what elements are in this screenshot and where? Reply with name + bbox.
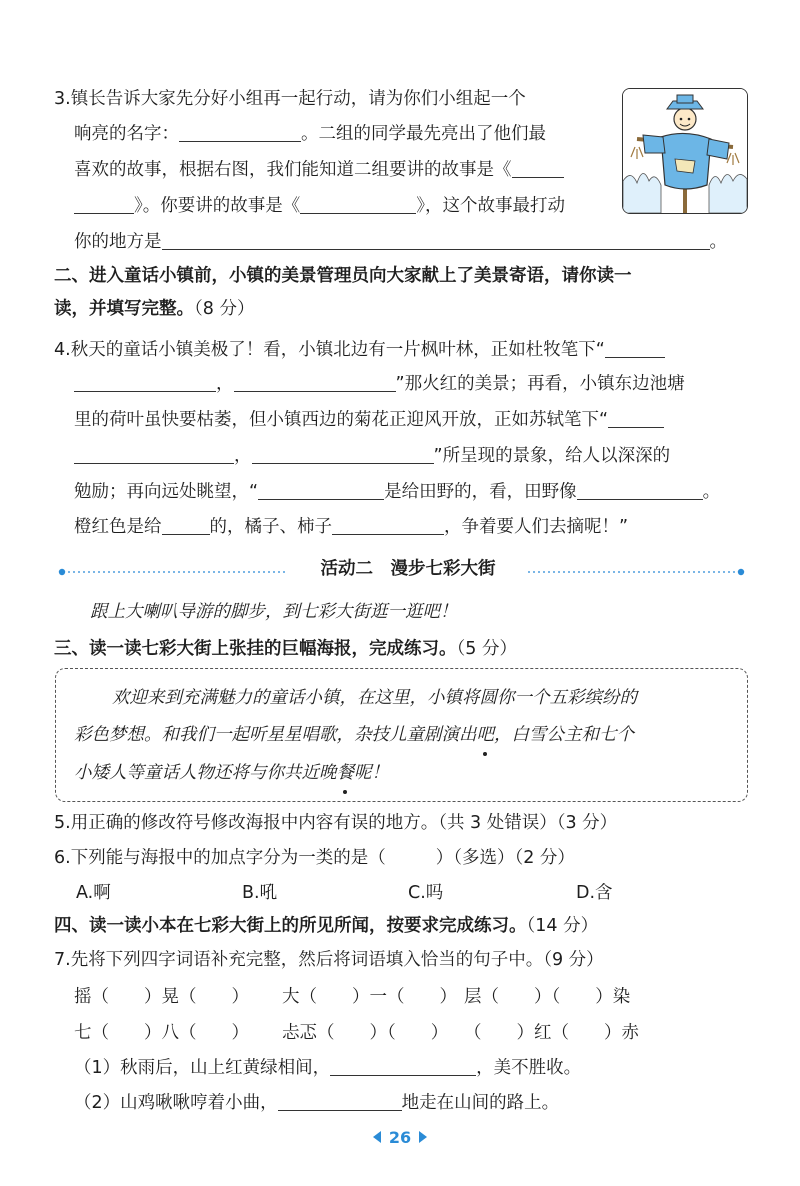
- q4-line-2: ， ”那火红的美景；再看，小镇东边池塘: [74, 371, 685, 397]
- q3-line-2: 响亮的名字： 。二组的同学最先亮出了他们最: [74, 124, 546, 144]
- q7-word-4[interactable]: 七（ ）八（ ）: [74, 1023, 249, 1043]
- dotted-character: 吧: [477, 722, 495, 748]
- scarecrow-illustration: [622, 88, 748, 214]
- q6-option-d[interactable]: D.含: [576, 883, 613, 903]
- answer-blank[interactable]: [332, 516, 444, 535]
- q7-word-5[interactable]: 忐忑（ ）（ ）: [282, 1023, 449, 1043]
- q7-word-6[interactable]: （ ）红（ ）赤: [464, 1023, 639, 1043]
- answer-blank[interactable]: [608, 409, 664, 428]
- q3-line-4: 》。你要讲的故事是《 》，这个故事最打动: [74, 193, 565, 219]
- answer-blank[interactable]: [330, 1057, 476, 1076]
- section-4-heading: 四、读一读小本在七彩大街上的所见所闻，按要求完成练习。（14 分）: [54, 916, 599, 936]
- answer-blank[interactable]: [74, 445, 234, 464]
- q6-option-c[interactable]: C.吗: [408, 883, 444, 903]
- q3-line-5: 你的地方是 。: [74, 232, 727, 252]
- answer-blank[interactable]: [234, 373, 396, 392]
- prev-arrow-icon: [373, 1131, 381, 1143]
- section-3-heading: 三、读一读七彩大街上张挂的巨幅海报，完成练习。（5 分）: [54, 639, 517, 659]
- q7-word-2[interactable]: 大（ ）一（ ）: [282, 987, 457, 1007]
- dotted-character: 餐: [337, 760, 355, 786]
- answer-blank[interactable]: [179, 123, 301, 142]
- q7-sentence-2: （2）山鸡啾啾哼着小曲， 地走在山间的路上。: [74, 1093, 560, 1113]
- answer-blank[interactable]: [74, 373, 216, 392]
- next-arrow-icon: [419, 1131, 427, 1143]
- q6-option-b[interactable]: B.吼: [242, 883, 278, 903]
- section-2-heading: 二、进入童话小镇前，小镇的美景管理员向大家献上了美景寄语，请你读一: [54, 266, 632, 286]
- q7-sentence-1: （1）秋雨后，山上红黄绿相间， ，美不胜收。: [74, 1058, 582, 1078]
- answer-blank[interactable]: [605, 339, 665, 358]
- q4-line-1: 4.秋天的童话小镇美极了！看，小镇北边有一片枫叶林，正如杜牧笔下“: [54, 337, 665, 363]
- q3-line-3: 喜欢的故事，根据右图，我们能知道二组要讲的故事是《: [74, 157, 564, 183]
- q4-line-4: ， ”所呈现的景象，给人以深深的: [74, 443, 670, 469]
- q7-word-3[interactable]: 层（ ）（ ）染: [464, 987, 631, 1007]
- activity-2-title: 活动二 漫步七彩大街: [320, 559, 496, 579]
- q3-line-1: 3.镇长告诉大家先分好小组再一起行动，请为你们小组起一个: [54, 89, 526, 109]
- page-number: 26: [367, 1124, 433, 1150]
- answer-blank[interactable]: [258, 481, 384, 500]
- answer-blank[interactable]: [577, 481, 703, 500]
- q4-line-5: 勉励；再向远处眺望，“ 是给田野的，看，田野像 。: [74, 482, 721, 502]
- q6-stem: 6.下列能与海报中的加点字分为一类的是（ ）（多选）（2 分）: [54, 848, 575, 868]
- answer-blank[interactable]: [512, 159, 564, 178]
- poster-line-3: 小矮人等童话人物还将与你共近晚餐呢！: [74, 760, 389, 786]
- answer-blank[interactable]: [74, 195, 134, 214]
- poster-line-2: 彩色梦想。和我们一起听星星唱歌，杂技儿童剧演出吧，白雪公主和七个: [74, 722, 634, 748]
- answer-blank[interactable]: [278, 1092, 402, 1111]
- q4-line-3: 里的荷叶虽快要枯萎，但小镇西边的菊花正迎风开放，正如苏轼笔下“: [74, 407, 664, 433]
- q5-text: 5.用正确的修改符号修改海报中内容有误的地方。（共 3 处错误）（3 分）: [54, 813, 618, 833]
- divider-right: [526, 566, 746, 576]
- q7-word-1[interactable]: 摇（ ）晃（ ）: [74, 987, 249, 1007]
- q4-line-6: 橙红色是给 的，橘子、柿子 ，争着要人们去摘呢！”: [74, 517, 629, 537]
- q6-option-a[interactable]: A.啊: [76, 883, 111, 903]
- answer-blank[interactable]: [162, 231, 710, 250]
- section-2-heading-cont: 读，并填写完整。（8 分）: [54, 299, 255, 319]
- q7-stem: 7.先将下列四字词语补充完整，然后将词语填入恰当的句子中。（9 分）: [54, 950, 604, 970]
- activity-2-intro: 跟上大喇叭导游的脚步，到七彩大街逛一逛吧！: [90, 602, 458, 622]
- poster-line-1: 欢迎来到充满魅力的童话小镇，在这里，小镇将圆你一个五彩缤纷的: [112, 688, 637, 708]
- divider-left: [58, 566, 288, 576]
- answer-blank[interactable]: [252, 445, 434, 464]
- answer-blank[interactable]: [300, 195, 416, 214]
- answer-blank[interactable]: [162, 516, 210, 535]
